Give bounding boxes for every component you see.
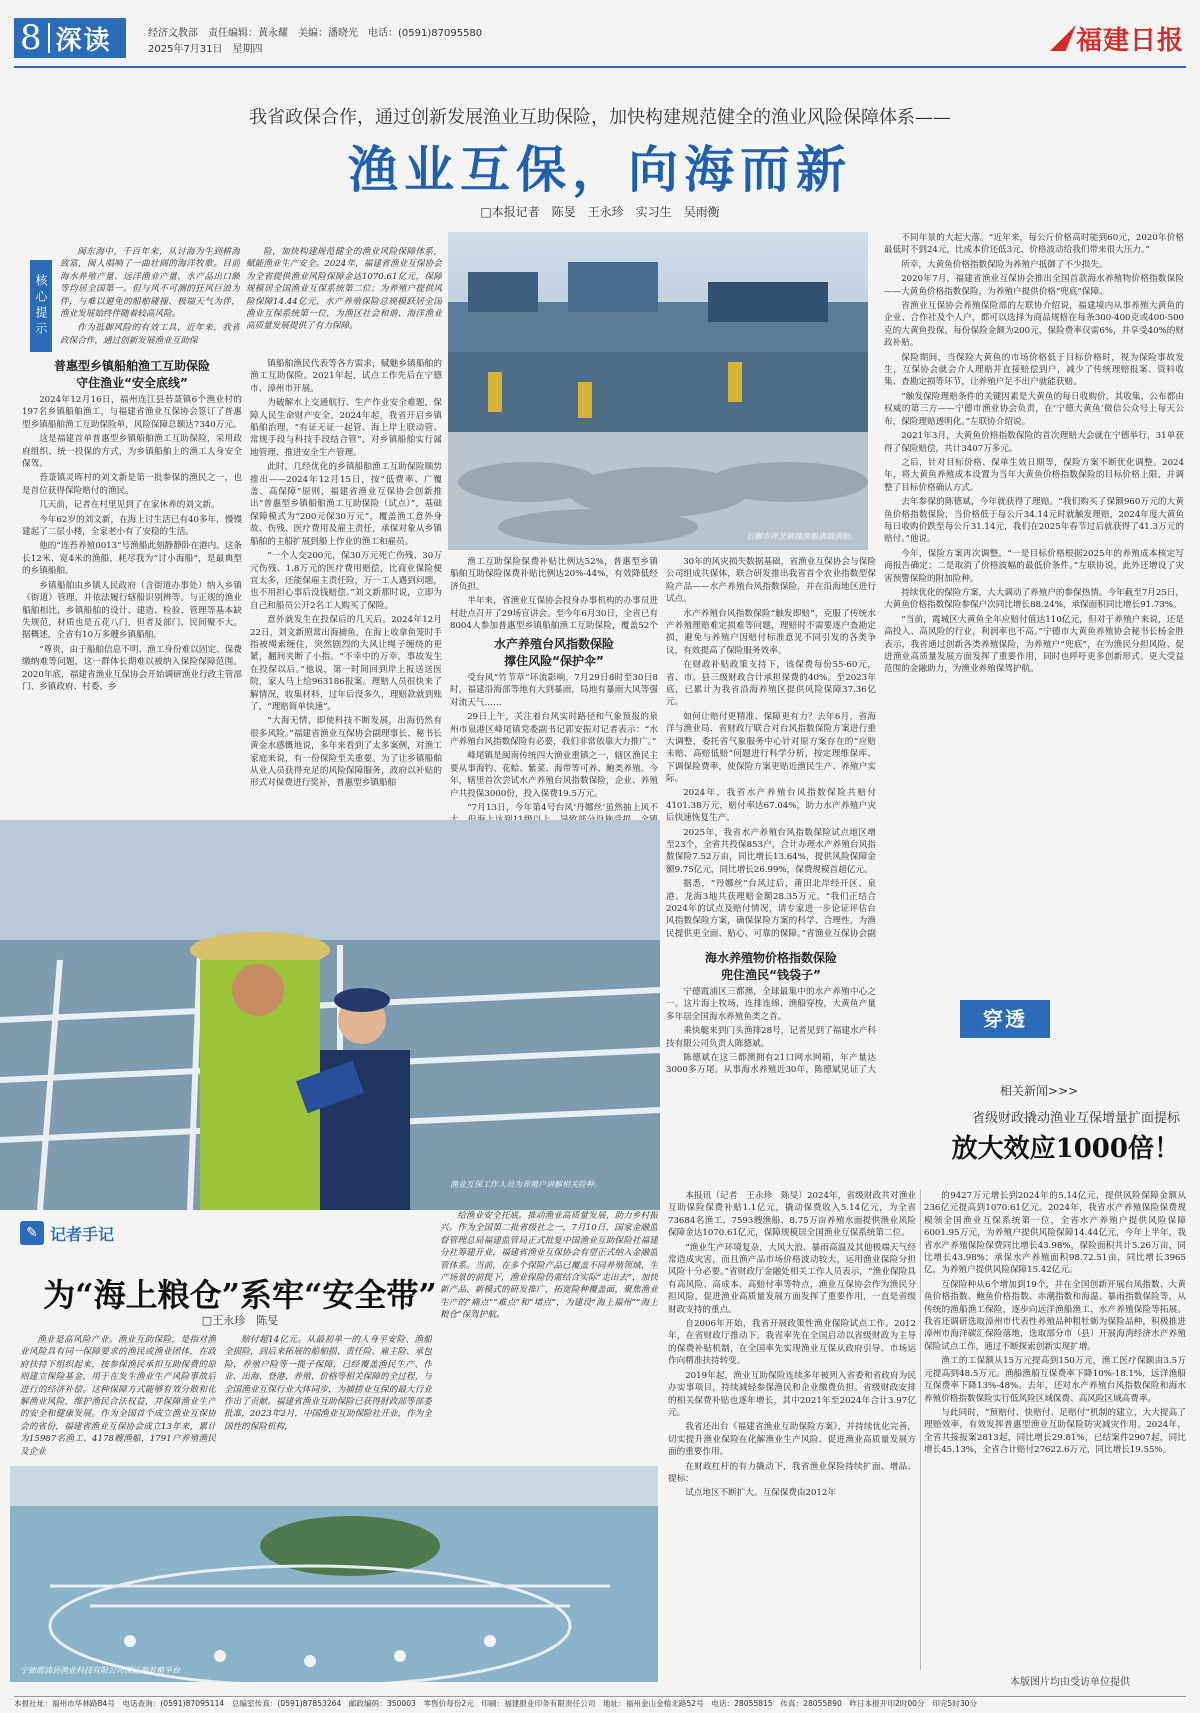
body-para: 2024年，我省水产养殖台风指数保险共赔付4101.38万元，赔付率达67.04%，助力水产养殖户灾后快速恢复生产。 [666,788,876,824]
body-para: 所幸，大黄鱼价格指数保险为养殖户抵御了不少损失。 [901,259,1108,270]
body-para: 水产养殖台风指数保险“触发即赔”，克服了传统水产养殖理赔难定损难等问题，理赔时不需要逐户查勘定损，避免与养殖户因赔付标准意见不同引发的各类争议，有效提高了保险服务效率。 [666,608,876,656]
body-para: 之后，针对目标价格、保单生效日期等，保险方案不断优化调整。2024年，将大黄鱼养殖成本设置为当年大黄鱼价格指数保险的目标价格上限，并调整了目标价格确认方式。 [884,457,1184,493]
fishing-boat-photo [448,232,868,550]
section2-title: 水产养殖台风指数保险 撑住风险“保护伞” [493,637,614,668]
body-para: 赔付超14亿元。从最初单一的人身平安险、渔船全损险，到后来拓展的船舶损、责任险、雇主险、承包险，养殖户险等一揽子保障，已经覆盖渔民生产、作业、出海、登港、养殖、价格等相关保障的全过程，与全国渔业互保行业大体同步，为捕捞业互保的最大行业作出了贡献。福建省渔业互助保险已获得财政部等部委批准，2023年2月，中国渔业互助保险社开业，作为全国性的保险机构， [224,1335,432,1432]
section1-title: 普惠型乡镇船舶渔工互助保险 守住渔业“安全底线” [53,359,210,390]
editors-line: 经济文教部 责任编辑：黄永耀 美编：潘晓光 电话：(0591)87095580 [148,28,483,39]
sidebar-col2 [924,1190,1186,1670]
logo-text: 福建日报 [1076,25,1185,56]
section1-col3 [450,556,658,632]
body-para: 乡镇船舶由乡镇人民政府（含街道办事处）纳入乡镇（街道）管理，并依法履行辖船识别辨等。与正规的渔业船舶相比，乡镇船舶的设计、建造、检验、管理等基本缺失规范，材质也是五花八门，但者及部门、民间聚不大。据概述，全省有10万多艘乡镇船舶。 [22,580,242,641]
core-hint-para: 险，加快构建规范健全的渔业风险保障体系，赋能渔业生产安全。2024年，福建省渔业互保协会为全省提供渔业风险保障金达1070.61亿元，保障规模居全国渔业互保系统第二位；为养殖户提供风险保障14.44亿元，水产养殖保险总规模跃居全国渔业互保系统第一位，为渔区社会和谐、海洋渔业高质量发展提供了有力保障。 [246,247,442,332]
body-para: 试点地区不断扩大。互保保费由2012年 [685,1488,836,1499]
body-para: 乘快艇来到门头渔排28号，记者见到了福建水产科技有限公司负责人陈德斌。 [666,1026,876,1049]
date-line: 2025年7月31日 星期四 [148,44,263,55]
body-para: 意外就发生在投保后的几天后。2024年12月22日，刘文新照常出海捕鱼，在海上收拿鱼笼时手指被绳索缠住，突然剧烈的大风让绳子缠绕的更紧，翻间夹断了小指。“不幸中的万幸，事故发生在投保以后。”他说，第一时间回到岸上报送送医院，家人马上给963186报案。理赔人员很快来了解情况，收集材料，过年后没多久，理赔款就到账了，“理赔简单快速”。 [250,615,442,712]
body-para: “7月13日，今年第4号台风‘丹娜丝’虽然抽上风不 [467,803,658,814]
section1-col1 [22,394,242,814]
body-para: 本报讯（记者 王永珍 陈旻）2024年，省级财政共对渔业互助保险保费补贴1.1亿元，撬动保费收入5.14亿元，为全省73684名渔工、7593艘渔船、8.75万亩养殖水面提供渔业风险保障金达1070.61亿元，保障规模居全国渔业互保系统第二位。 [668,1191,916,1239]
photo3-caption: 宁德霞浦县渔业科技有限公司深远海养殖平台 [20,1666,180,1675]
body-para: 受台风“竹节草”环流影响，7月29日8时至30日8时，福建沿海部等地有大到暴雨，局地有暴雨大风等强对流天气…… [450,673,658,708]
body-para: “当前，霞城区大黄鱼全年应赔付值达110亿元，但对于养殖户来说，还是高投入、高风险的行业，利润率也不高。”宁德市大黄鱼养殖协会秘书长杨金胜表示，我省通过创新各类养殖保险，为养殖户“兜底”，在为渔民分担风险、促进渔业高质量发展方面发挥了重要作用，同时也呼吁更多创新形式、更大受益范围的金融助力，为渔业养殖保驾护航。 [884,614,1184,675]
body-para: 30年的风灾损失数据基础，省渔业互保协会与保险公司组成共保体，联合研发推出我省首个农业指数型保险产品——水产养殖台风指数保险，并在沿海地区进行试点。 [666,557,876,605]
body-para: 为破解水上交通航行、生产作业安全难题，保障人民生命财产安全，2024年起，我省开启乡镇船舶治理，“有证无证一起管、海上岸上联动管、常规手段与科技手段结合管”，对乡镇船舶实行属地管理、推进安全生产管理。 [250,398,442,458]
body-para: 今年62岁的刘文新，在海上讨生活已有40多年，慢慢建起了二层小楼，全家老小有了安稳的生活。 [22,514,242,538]
body-para: 2020年7月，福建省渔业互保协会推出全国首款海水养殖物价格指数保险——大黄鱼价格指数保险，为养殖户提供价格“兜底”保障。 [884,274,1184,297]
body-para: 如何让赔付更精准、保障更有力？去年6月，省海洋与渔业局、省财政厅联合对台风指数保险方案进行重大调整，委托省气象服务中心针对原方案存在的“应赔未赔、高赔低赔”问题进行科学分析，按定理维保库、下调保险费率，使保险方案更贴近渔民生产、养殖户实际。 [666,711,876,784]
body-para: 2025年，我省水产养殖台风指数保险试点地区增至23个，全省共投保853户，合计办理水产养殖台风指数保险7.52万亩，同比增长13.64%，提供风险保障金额9.75亿元，同比增长26.99%，保费规模首超亿元。 [666,827,876,875]
body-para: 省渔业互保协会养殖保险部的左联协介绍说，福建境内从事养殖大黄鱼的企业、合作社及个人户，都可以选择为商品规格在每条300-400克或400-500克的大黄鱼投保。每份保险金额为200元，保险费率仅需6%，并享受40%的财政补贴。 [884,301,1184,349]
core-hint-tag: 核心提示 [30,260,52,352]
body-para: “尊贵，由于船舶信息不明、渔工身份难以固定、保费缴纳难等问题，这一群体长期难以被纳入保险保障范围。2020年底，福建省渔业互保协会开始调研渔业行政主管部门、乡镇政府、村委、乡 [22,644,242,692]
sidebar-kicker: 省级财政撬动渔业互保增量扩面提标 [971,1111,1180,1126]
body-para: 持续优化的保险方案，大大调动了养殖户的参保热情。今年截至7月25日，大黄鱼价格指数保险参保户次同比增长88.24%，承保面积同比增长91.73%。 [884,587,1184,611]
reporter-notes-tag [20,1220,114,1246]
body-para: 渔工的工保额从15万元提高到150万元，渔工医疗保额由3.5万元提高到48.5万元。渔船渔船互保费率下降10%-18.1%，远洋渔船互保费率下降13%-48%。去年，还对水产养殖台风指数保险和海水养殖价格指数保险实行低风险区域保费、高风险区域高费率。 [924,1356,1186,1404]
body-para: 互保险种从6个增加到19个，并在全国创新开展台风指数、大黄鱼价格指数、鲍鱼价格指数、赤潮指数和海温、暴雨指数保险等，从传统的渔船渔工保险，逐步向远洋渔船渔工、水产养殖保险等拓展。我省还调研选取漳州市代表性养殖品种粗牡蛎为保险品种，积极推进漳州市海洋碳汇保险落地，选取部分市（县）开展海湾经济水产养殖保险试点工作，通过不断探索创新实现扩增。 [924,1279,1186,1352]
pen-icon: ✎ [20,1221,44,1245]
article-byline: □本报记者 陈旻 王永珍 实习生 吴雨衡 [480,205,720,219]
body-para: “一个人交200元，保30万元死亡伤残、30万元伤残、1.8万元的医疗费用赔偿，比商业保险便宜太多，还能保雇主责任险，万一工人遇到问题，也不用担心事后没钱赔偿。”刘文新那时说，立即为自己和船员公开2名工人购买了保险。 [250,551,442,611]
insurance-staff-photo [0,820,660,1210]
logo-flag-icon [1050,25,1076,51]
body-para: 半年来，省渔业互保协会投身办事机构的办事员进村赴点召开了29场宣讲会。至今年6月30日，全省已有8004人参加普惠型乡镇船舶渔工互助保险，覆盖52个 [450,596,658,632]
photo1-caption: 石狮市祥芝镇捕渔船满载满舱。 [746,532,858,541]
sidebar-col1 [668,1190,916,1670]
body-para: 2019年起，渔业互助保险连续多年被列入省委和省政府为民办实事项目，持续减轻参保渔民和企业缴费负担。省级财政安排的相关保费补贴也逐年增长，其中2021年至2024年合计3.97亿元。 [668,1370,916,1418]
core-hint-para: 作为抵御风险的有效工具，近年来，我省政保合作，通过创新发展渔业互助保 [60,323,240,346]
core-hint-para: 闽东海中，千百年来，从讨海为生到耕海致富，闽人唱响了一曲壮阔的海洋牧歌。目前海水养殖产量、远洋渔业产量、水产品出口额等均居全国第一。但与风不可测的狂风巨浪为伴，与难以避免的船舶碰撞、极端天气为伴，渔业发展始终伴随着较高风险。 [60,247,240,320]
body-para: 2024年12月16日，福州连江县苔菉镇6个渔业村的197名乡镇船舶渔工，与福建省渔业互保协会签订了普惠型乡镇船舶渔工互助保险单，风险保障总额达7340万元。 [22,395,242,430]
body-para: 镇船舶渔民代表等各方需求，赋魅乡镇船舶的渔工互助保险。2021年起，试点工作先后在宁德市、漳州市开展。 [250,359,442,394]
body-para: 苔菉镇灵晖村的刘文新是第一批参保的渔民之一，也是首位获得保险赔付的渔民。 [22,473,242,496]
body-para: 保险期间，当保险大黄鱼的市场价格低于目标价格时，视为保险事故发生，互保协会就会介人理赔并直接赔偿到户，减少了传统理赔报案、资料收集、查勘定损等环节，让养殖户足不出户就能获赔。 [884,352,1184,388]
notes-byline: □王永珍 陈旻 [201,1314,279,1327]
article-kicker: 我省政保合作，通过创新发展渔业互助保险，加快构建规范健全的渔业风险保障体系—— [249,107,951,128]
body-para: 峰尾镇是闽南传统四大渔业重镇之一，辖区渔民主要从事海钓、花蛤、紫菜、海带等可养、鲍类养殖。今年，辖里首次尝试水产养殖台风指数保险，企业、养殖户共投保3000份，投入保费19.5万元。 [450,751,658,799]
page-header [0,0,1200,70]
body-para: 我省还出台《福建省渔业互助保险方案》，并持续优化完善，切实提升渔业保险在化解渔业生产风险、促进渔业高质量发展方面的重要作用。 [668,1422,916,1458]
body-para: 渔工互助保险保费补贴比例达52%，普惠型乡镇船舶互助保险保费补贴比例达20%-44%，有效降低经济负担。 [450,557,658,592]
fishing-boat-illustration [448,232,868,550]
newspaper-logo [1050,18,1186,58]
body-para: 陈德斌在这三都澳拥有21口网水网箱，年产量达3000多万尾。从事海水养殖近30年，陈德斌见证了大 [666,1053,876,1076]
header-rule [14,66,1186,68]
body-para: 给渔业安全托底。推动渔业高质量发展，助力乡村振兴。作为全国第二批省级社之一，7月10日，国家金融监督管理总局福建监管局正式批复中国渔业互助保险社福建分社筹建开业，福建省渔业互保协会有望正式纳入金融监管体系。当前，在多个保险产品已覆盖不同养殖领域、生产场景的前提下，渔业保险仍需结合实际“走出去”，加快新产品、新模式的研发推广，拓宽险种覆盖面，聚焦渔业生产的“痛点”“难点”和“堵点”，为建设“海上福州”“海上粮仓”保驾护航。 [440,1211,658,1321]
page-number: 8 [20,18,42,58]
page-footer: 本报社址：福州市华林路84号 电话查询：(0591)87095114 总编室传真：(0591)87853264 邮政编码：350003 零售价每份2元 印刷：福建报业印务有限责任公司 地址：福州金山金榕北路52号 电话：28055815 传真：28055890 昨日本报开印2时00分 印完5时30分 [14,1696,1186,1711]
page-section-box [14,18,126,58]
body-para: 今年，保险方案再次调整。“一是目标价格根据2025年的养殖成本核定写商报告确定；二是取消了价格波幅的最低价条件。”左联协说，此外还增设了灾害预警保险的附加险种。 [884,548,1184,584]
offshore-platform-photo [10,1466,658,1682]
aerial-aquaculture-illustration [10,1466,658,1682]
section3-col1 [666,986,876,1078]
body-para: 去年参保的陈德斌，今年就获得了理赔。“我们购买了保额960万元的大黄鱼价格指数保险，当价格低于每公斤34.14元时就触发理赔，2024年度大黄鱼每日收购价跌至每公斤31.14元，我们在2025年春节过后就获得了41.3万元的赔付。”他说。 [884,497,1184,545]
body-para: 的9427万元增长到2024年的5.14亿元，提供风险保障金额从236亿元提高到1070.61亿元。2024年，我省水产养殖保险保费规模领全国渔业互保系统第一位，全省水产养殖户提供风险保障6001.95万元，为养殖户提供风险保障14.44亿元，今年上半年，我省水产养殖保险保费同比增长43.98%，保险面积共计5.26万亩，同比增长43.98%；承保水产养殖面积98.72.51亩，同比增长3965亿，为养殖户提供风险保障15.42亿元。 [924,1191,1186,1276]
body-para: “渔业生产环境复杂，大风大浪、暴雨高温及其他极端天气经常造成灾害，而且渔产品市场价格波动较大，运用渔业保险分担风险十分必要。”省财政厅金融处相关工作人员表示，“渔业保险具有高风险、高成本、高赔付率等特点，渔业互保协会作为渔民分担风险，促进渔业高质量发展方面发挥了重要作用，一直是省级财政支持的重点。 [668,1242,916,1315]
section2-col2 [666,556,876,940]
section-name: 深读 [55,25,112,56]
related-news-link[interactable]: 相关新闻>>> [1000,1084,1079,1098]
sidebar-title: 放大效应1000倍！ [951,1134,1180,1164]
body-para: 他的“连苔养殖0013”号渔船此刻静静卧在港内。这条长12米、宽4米的渔船，耗尽我为“讨小海船”，是最典型的乡镇船舶。 [22,541,242,577]
body-para: 与此同时，“预赔付、快赔付、足赔付”机制的建立，大大提高了理赔效率，有效发挥普惠型渔业互助保险防灾减灾作用。2024年，全省共接报案2813起，同比增长29.81%，已结案件2907起，同比增长45.13%，全省合计赔付27622.6万元，同比增长19.55%。 [924,1407,1186,1456]
body-para: 自2006年开始，我省开展政策性渔业保险试点工作。2012年，在省财政厅推动下，我省率先在全国启动以省级财政为主导的保费补贴机制，在全国率先实现渔业互保从政府引导、市场运作向精准扶持转变。 [668,1319,916,1367]
body-para: “触发保险理赔条件的关键因素是大黄鱼的每日收购价，其收集、公布都由权威的第三方——宁德市渔业协会负责，在‘宁德大黄鱼’微信公众号上每天公布，保险理赔透明化。”左联协介绍说。 [884,391,1184,427]
body-para: 29日上午，关注着台风实时路径和气象预报的泉州市泉港区峰尾镇党委副书记郭安振对记者表示：“水产养殖台风指数保险有必要，我们非常依靠大力推广。” [450,712,658,748]
column-divider [920,1190,921,1670]
notes-label: 记者手记 [50,1224,115,1244]
body-para: 此时，几经优化的乡镇船舶渔工互助保险顺势推出——2024年12月15日，按“低费率、广覆盖、高保障”原则，福建省渔业互保协会创新推出“普惠型乡镇船舶渔工互助保险（试点）”，基础保障模式为“200元保30万元”，覆盖渔工意外身故、伤残、医疗费用及雇主责任，承保对象从乡镇船舶的主船扩展到船上作业的渔工和雇员。 [250,462,442,547]
body-para: 这是福建首单普惠型乡镇船舶渔工互助保险，采用政府组织、统一投保的方式，为乡镇船舶上的渔工人身安全保驾。 [22,434,242,470]
staff-and-farmer-illustration [0,820,660,1210]
body-para: 2021年3月，大黄鱼价格指数保险的首次理赔大会就在宁德举行，31单获得了保险赔偿，共计3407万多元。 [884,431,1184,454]
article-headline: 渔业互保，向海而新 [348,141,852,199]
body-para: 不同年景的大起大落。“近年来，每公斤价格高时能到60元，2020年价格最低时不到24元，比成本价还低3元，价格波动给我们带来很大压力。” [884,233,1184,256]
core-hint-col2 [246,246,442,354]
photo-credit-note: 本版图片均由受访单位提供 [1010,1677,1130,1688]
notes-col2 [224,1334,432,1460]
body-para: 宁德霞浦区三都澳，全球最集中的水产养殖中心之一。这片海上牧场，连排连绵、渔船穿梭，大黄鱼产量多年居全国海水养殖鱼类之首。 [666,987,876,1022]
notes-col3 [440,1210,658,1460]
section1-col2 [250,358,442,814]
photo2-caption: 渔业互保工作人员为养殖户讲解相关险种。 [450,1180,602,1189]
body-para: 据悉，“丹娜丝”台风过后，莆田北岸经开区、泉港、龙海3地共获理赔金额28.35万元。“我们正结合2024年的试点及赔付情况，请专家进一步论证评估台风指数保险方案，确保保险方案的科学、合理性，为渔民提供更全面、贴心、可靠的保障。”省渔业互保协会副 [666,879,876,939]
section3-title: 海水养殖物价格指数保险 兜住渔民“钱袋子” [704,951,837,982]
notes-title: 为“海上粮仓”系牢“安全带” [43,1276,437,1314]
core-hint-col1 [60,246,240,354]
penetrate-badge: 穿透 [960,1000,1050,1038]
body-para: 在财政杠杆的有力撬动下，我省渔业保险持续扩面、增品、提标： [668,1461,916,1484]
body-para: 在财政补贴政策支持下，该保费每份55-60元，省、市、县三级财政合计承担保费的40%。至2023年底，已累计为我省沿海养殖区提供风险保障37.36亿元。 [666,660,876,708]
body-para: 几天前，记者在村里见到了在家休养的刘文新。 [39,500,220,511]
notes-col1 [20,1334,216,1460]
section3-col2 [884,232,1184,972]
body-para: “大海无情，即使科技不断发展，出海仍然有很多风险。”福建省渔业互保协会副理事长、秘书长黄金水感慨地说，多年来看到了太多案例，对渔工家庭来说，有一份保险至关重要。为了让乡镇船舶从业人员获得充足的风险保障服务，政府以补贴的形式对保费进行奖补，普惠型乡镇船舶 [250,716,442,789]
body-para: 渔业是高风险产业。渔业互助保险，是指对渔业风险具有同一保障要求的渔民或渔业团体，在政府扶持下组织起来，按参保渔民承担互助保费的原则建立保险基金，用于在发生渔业生产风险事故后进行的经济补偿。这种保障方式能够有效分散和化解渔业风险，维护渔民合法权益，并保障渔业生产的安全和健康发展。作为全国首个成立渔业互保协会的省份，福建省渔业互保协会成立13年来，累计为15987名渔工、4178艘渔船，1791户养殖渔民及企业 [20,1335,216,1457]
